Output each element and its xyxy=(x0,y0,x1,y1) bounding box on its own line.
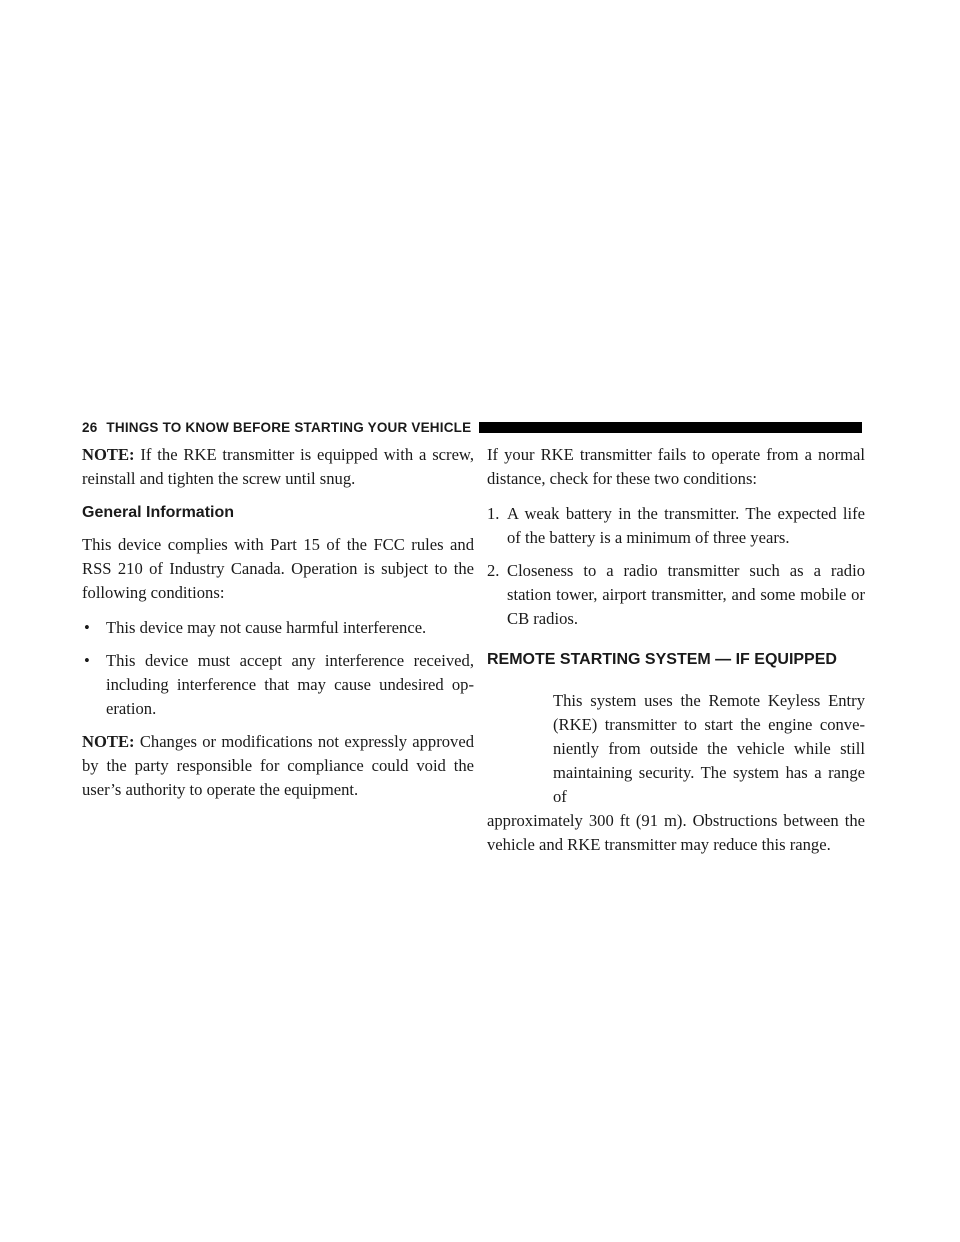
note-modifications xyxy=(82,730,474,802)
note-screw xyxy=(82,443,474,491)
page-number: 26 xyxy=(82,419,98,435)
numbered-item xyxy=(487,559,865,631)
bullet-text: This device may not cause harmful interference. xyxy=(106,618,427,637)
bullet-text: This device must accept any interference received, including interference that may cause undesired op-eration. xyxy=(106,651,474,718)
left-column xyxy=(82,443,474,813)
item-number: 2. xyxy=(487,561,500,580)
right-column xyxy=(487,443,865,868)
item-text: Closeness to a radio transmitter such as a radio station tower, airport transmitter, and some mobile or CB radios. xyxy=(507,561,865,628)
bullet-dot: • xyxy=(84,651,90,670)
item-number: 1. xyxy=(487,504,500,523)
note-text: If the RKE transmitter is equipped with a screw, reinstall and tighten the screw until snug. xyxy=(82,445,474,488)
general-information-heading: General Information xyxy=(82,504,235,521)
note-label: NOTE: xyxy=(82,445,135,464)
remote-start-indented-text: This system uses the Remote Keyless Entry (RKE) transmitter to start the engine conve-niently from outside the vehicle while still maintaining security. The system has a range of xyxy=(553,691,865,806)
remote-start-heading: REMOTE STARTING SYSTEM — IF EQUIPPED xyxy=(487,651,837,668)
bullet-dot: • xyxy=(84,618,90,637)
note-text: Changes or modifications not expressly approved by the party responsible for compliance could void the user’s authority to operate the equipment. xyxy=(82,732,474,799)
item-text: A weak battery in the transmitter. The expected life of the battery is a minimum of three years. xyxy=(507,504,865,547)
chapter-title: THINGS TO KNOW BEFORE STARTING YOUR VEHICLE xyxy=(106,419,472,435)
note-label: NOTE: xyxy=(82,732,135,751)
bullet-item xyxy=(82,616,474,640)
header-rule xyxy=(479,422,862,433)
remote-start-continued-text: approximately 300 ft (91 m). Obstructions between the vehicle and RKE transmitter may reduce this range. xyxy=(487,811,865,854)
troubleshoot-intro: If your RKE transmitter fails to operate from a normal distance, check for these two conditions: xyxy=(487,445,865,488)
bullet-item xyxy=(82,649,474,721)
numbered-item xyxy=(487,502,865,550)
fcc-compliance-paragraph: This device complies with Part 15 of the FCC rules and RSS 210 of Industry Canada. Operation is subject to the following conditions: xyxy=(82,535,474,602)
page-header xyxy=(82,416,862,438)
